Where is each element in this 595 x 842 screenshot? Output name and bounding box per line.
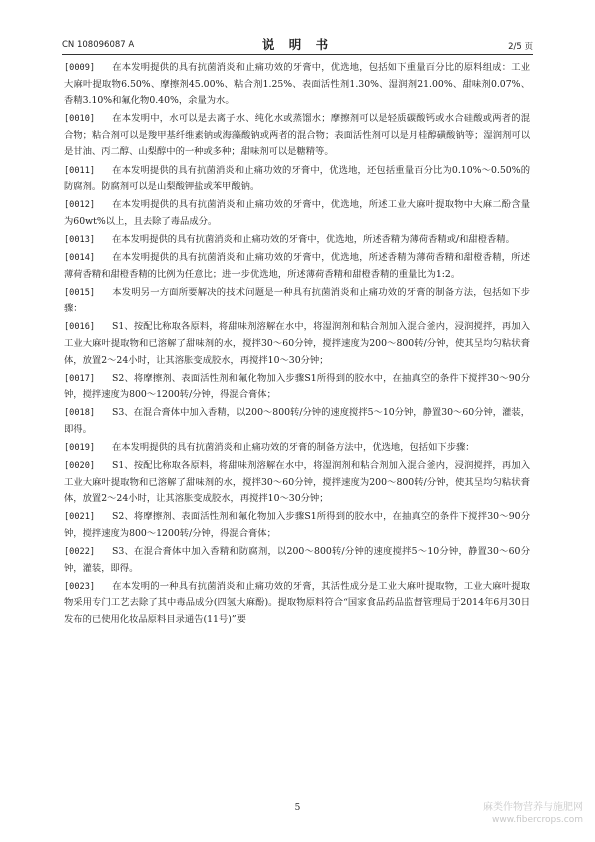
- page-indicator: 2/5 页: [508, 42, 533, 52]
- paragraph: [64, 544, 530, 577]
- paragraph: [64, 319, 530, 369]
- paragraph-number: [0017]: [64, 373, 96, 384]
- paragraph-number: [0012]: [64, 200, 96, 211]
- paragraph-text: 在本发明的一种具有抗菌消炎和止痛功效的牙膏，其活性成分是工业大麻叶提取物，工业大麻叶提取物采用专门工艺去除了其中毒品成分(四氢大麻酚)。提取物原料符合“国家食品药品监督管理局于2014年6月30日发布的已使用化妆品原料目录通告(11号)”要: [64, 580, 530, 625]
- paragraph-text: 在本发明提供的具有抗菌消炎和止痛功效的牙膏中，优选地，所述香精为薄荷香精或/和甜橙香精。: [112, 233, 515, 245]
- paragraph-text: 在本发明提供的具有抗菌消炎和止痛功效的牙膏中，优选地，所述香精为薄荷香精和甜橙香精，所述薄荷香精和甜橙香精的比例为任意比；进一步优选地，所述薄荷香精和甜橙香精的重量比为1:2。: [64, 252, 530, 280]
- paragraph: [64, 163, 530, 196]
- watermark: [483, 802, 583, 826]
- paragraph-number: [0014]: [64, 253, 96, 264]
- paragraph-number: [0011]: [64, 165, 96, 176]
- paragraph: [64, 111, 530, 161]
- paragraph-text: S1、按配比称取各原料，将甜味剂溶解在水中，将湿润剂和粘合剂加入混合釜内，浸润搅拌，再加入工业大麻叶提取物和已溶解了甜味剂的水，搅拌30～60分钟，搅拌速度为200～800转/分钟，使其呈均匀粘状膏体，放置2～24小时，让其溶胀变成胶水，再搅拌10～30分钟；: [64, 460, 530, 505]
- paragraph-text: 在本发明提供的具有抗菌消炎和止痛功效的牙膏中，优选地，所述工业大麻叶提取物中大麻二酚含量为60wt%以上，且去除了毒品成分。: [64, 199, 530, 227]
- paragraph-number: [0010]: [64, 114, 96, 125]
- paragraph: [64, 197, 530, 230]
- paragraph-text: 本发明另一方面所要解决的技术问题是一种具有抗菌消炎和止痛功效的牙膏的制备方法，包括如下步骤：: [64, 286, 530, 315]
- paragraph-number: [0018]: [64, 408, 96, 419]
- page-number: 5: [294, 803, 301, 813]
- header-divider: [62, 54, 533, 55]
- watermark-site-name: 麻类作物营养与施肥网: [483, 802, 583, 813]
- paragraph-text: S3、在混合膏体中加入香精和防腐剂，以200～800转/分钟的速度搅拌5～10分钟，静置30～60分钟，灌装，即得。: [64, 546, 530, 574]
- paragraph-number: [0023]: [64, 581, 96, 592]
- paragraph-text: 在本发明提供的具有抗菌消炎和止痛功效的牙膏中，优选地，还包括重量百分比为0.10%～0.50%的防腐剂。防腐剂可以是山梨酸钾盐或苯甲酸钠。: [64, 164, 530, 193]
- paragraph-number: [0016]: [64, 322, 96, 333]
- paragraph-number: [0009]: [64, 63, 96, 73]
- paragraph-number: [0019]: [64, 443, 96, 454]
- paragraph-number: [0020]: [64, 461, 96, 472]
- paragraph: [64, 60, 530, 110]
- paragraph: [64, 509, 530, 542]
- paragraph-number: [0022]: [64, 547, 96, 558]
- paragraph: [64, 440, 530, 457]
- paragraph-text: 在本发明中，水可以是去离子水、纯化水或蒸馏水；摩擦剂可以是轻质碳酸钙或水合硅酸或两者的混合物；粘合剂可以是羧甲基纤维素钠或海藻酸钠或两者的混合物；表面活性剂可以是月桂醇磺酸钠等；湿润剂可以是甘油、丙二醇、山梨醇中的一种或多种；甜味剂可以是糖精等。: [64, 113, 530, 158]
- paragraph-text: S2、将摩擦剂、表面活性剂和氟化物加入步骤S1所得到的胶水中，在抽真空的条件下搅拌30～90分钟，搅拌速度为800～1200转/分钟，得混合膏体；: [64, 511, 530, 540]
- document-title: 说 明 书: [261, 37, 334, 52]
- paragraph-number: [0013]: [64, 234, 96, 245]
- paragraph: [64, 285, 530, 318]
- paragraph-text: S1、按配比称取各原料，将甜味剂溶解在水中，将湿润剂和粘合剂加入混合釜内，浸润搅拌，再加入工业大麻叶提取物和已溶解了甜味剂的水，搅拌30～60分钟，搅拌速度为200～800转/分钟，使其呈均匀粘状膏体，放置2～24小时，让其溶胀变成胶水，再搅拌10～30分钟；: [64, 321, 530, 366]
- paragraph: [64, 250, 530, 283]
- paragraph-text: 在本发明提供的具有抗菌消炎和止痛功效的牙膏中，优选地，包括如下重量百分比的原料组成：工业大麻叶提取物6.50%、摩擦剂45.00%、粘合剂1.25%、表面活性剂1.30%、湿润剂21.00%、甜味剂0.07%、香精3.10%和氟化物0.40%，余量为水。: [64, 62, 530, 107]
- paragraph-text: 在本发明提供的具有抗菌消炎和止痛功效的牙膏的制备方法中，优选地，包括如下步骤：: [112, 442, 475, 454]
- patent-number: CN 108096087 A: [62, 40, 135, 50]
- paragraph: [64, 371, 530, 404]
- paragraph: [64, 458, 530, 508]
- document-body: [64, 60, 530, 630]
- paragraph: [64, 579, 530, 629]
- paragraph-text: S3、在混合膏体中加入香精，以200～800转/分钟的速度搅拌5～10分钟，静置30～60分钟，灌装，即得。: [64, 407, 530, 435]
- paragraph-number: [0021]: [64, 512, 96, 523]
- paragraph-number: [0015]: [64, 287, 96, 298]
- watermark-url: www.fibercrops.com: [492, 815, 583, 825]
- page-header: [62, 38, 533, 54]
- paragraph-text: S2、将摩擦剂、表面活性剂和氟化物加入步骤S1所得到的胶水中，在抽真空的条件下搅拌30～90分钟，搅拌速度为800～1200转/分钟，得混合膏体；: [64, 372, 530, 401]
- paragraph: [64, 405, 530, 438]
- paragraph: [64, 232, 530, 249]
